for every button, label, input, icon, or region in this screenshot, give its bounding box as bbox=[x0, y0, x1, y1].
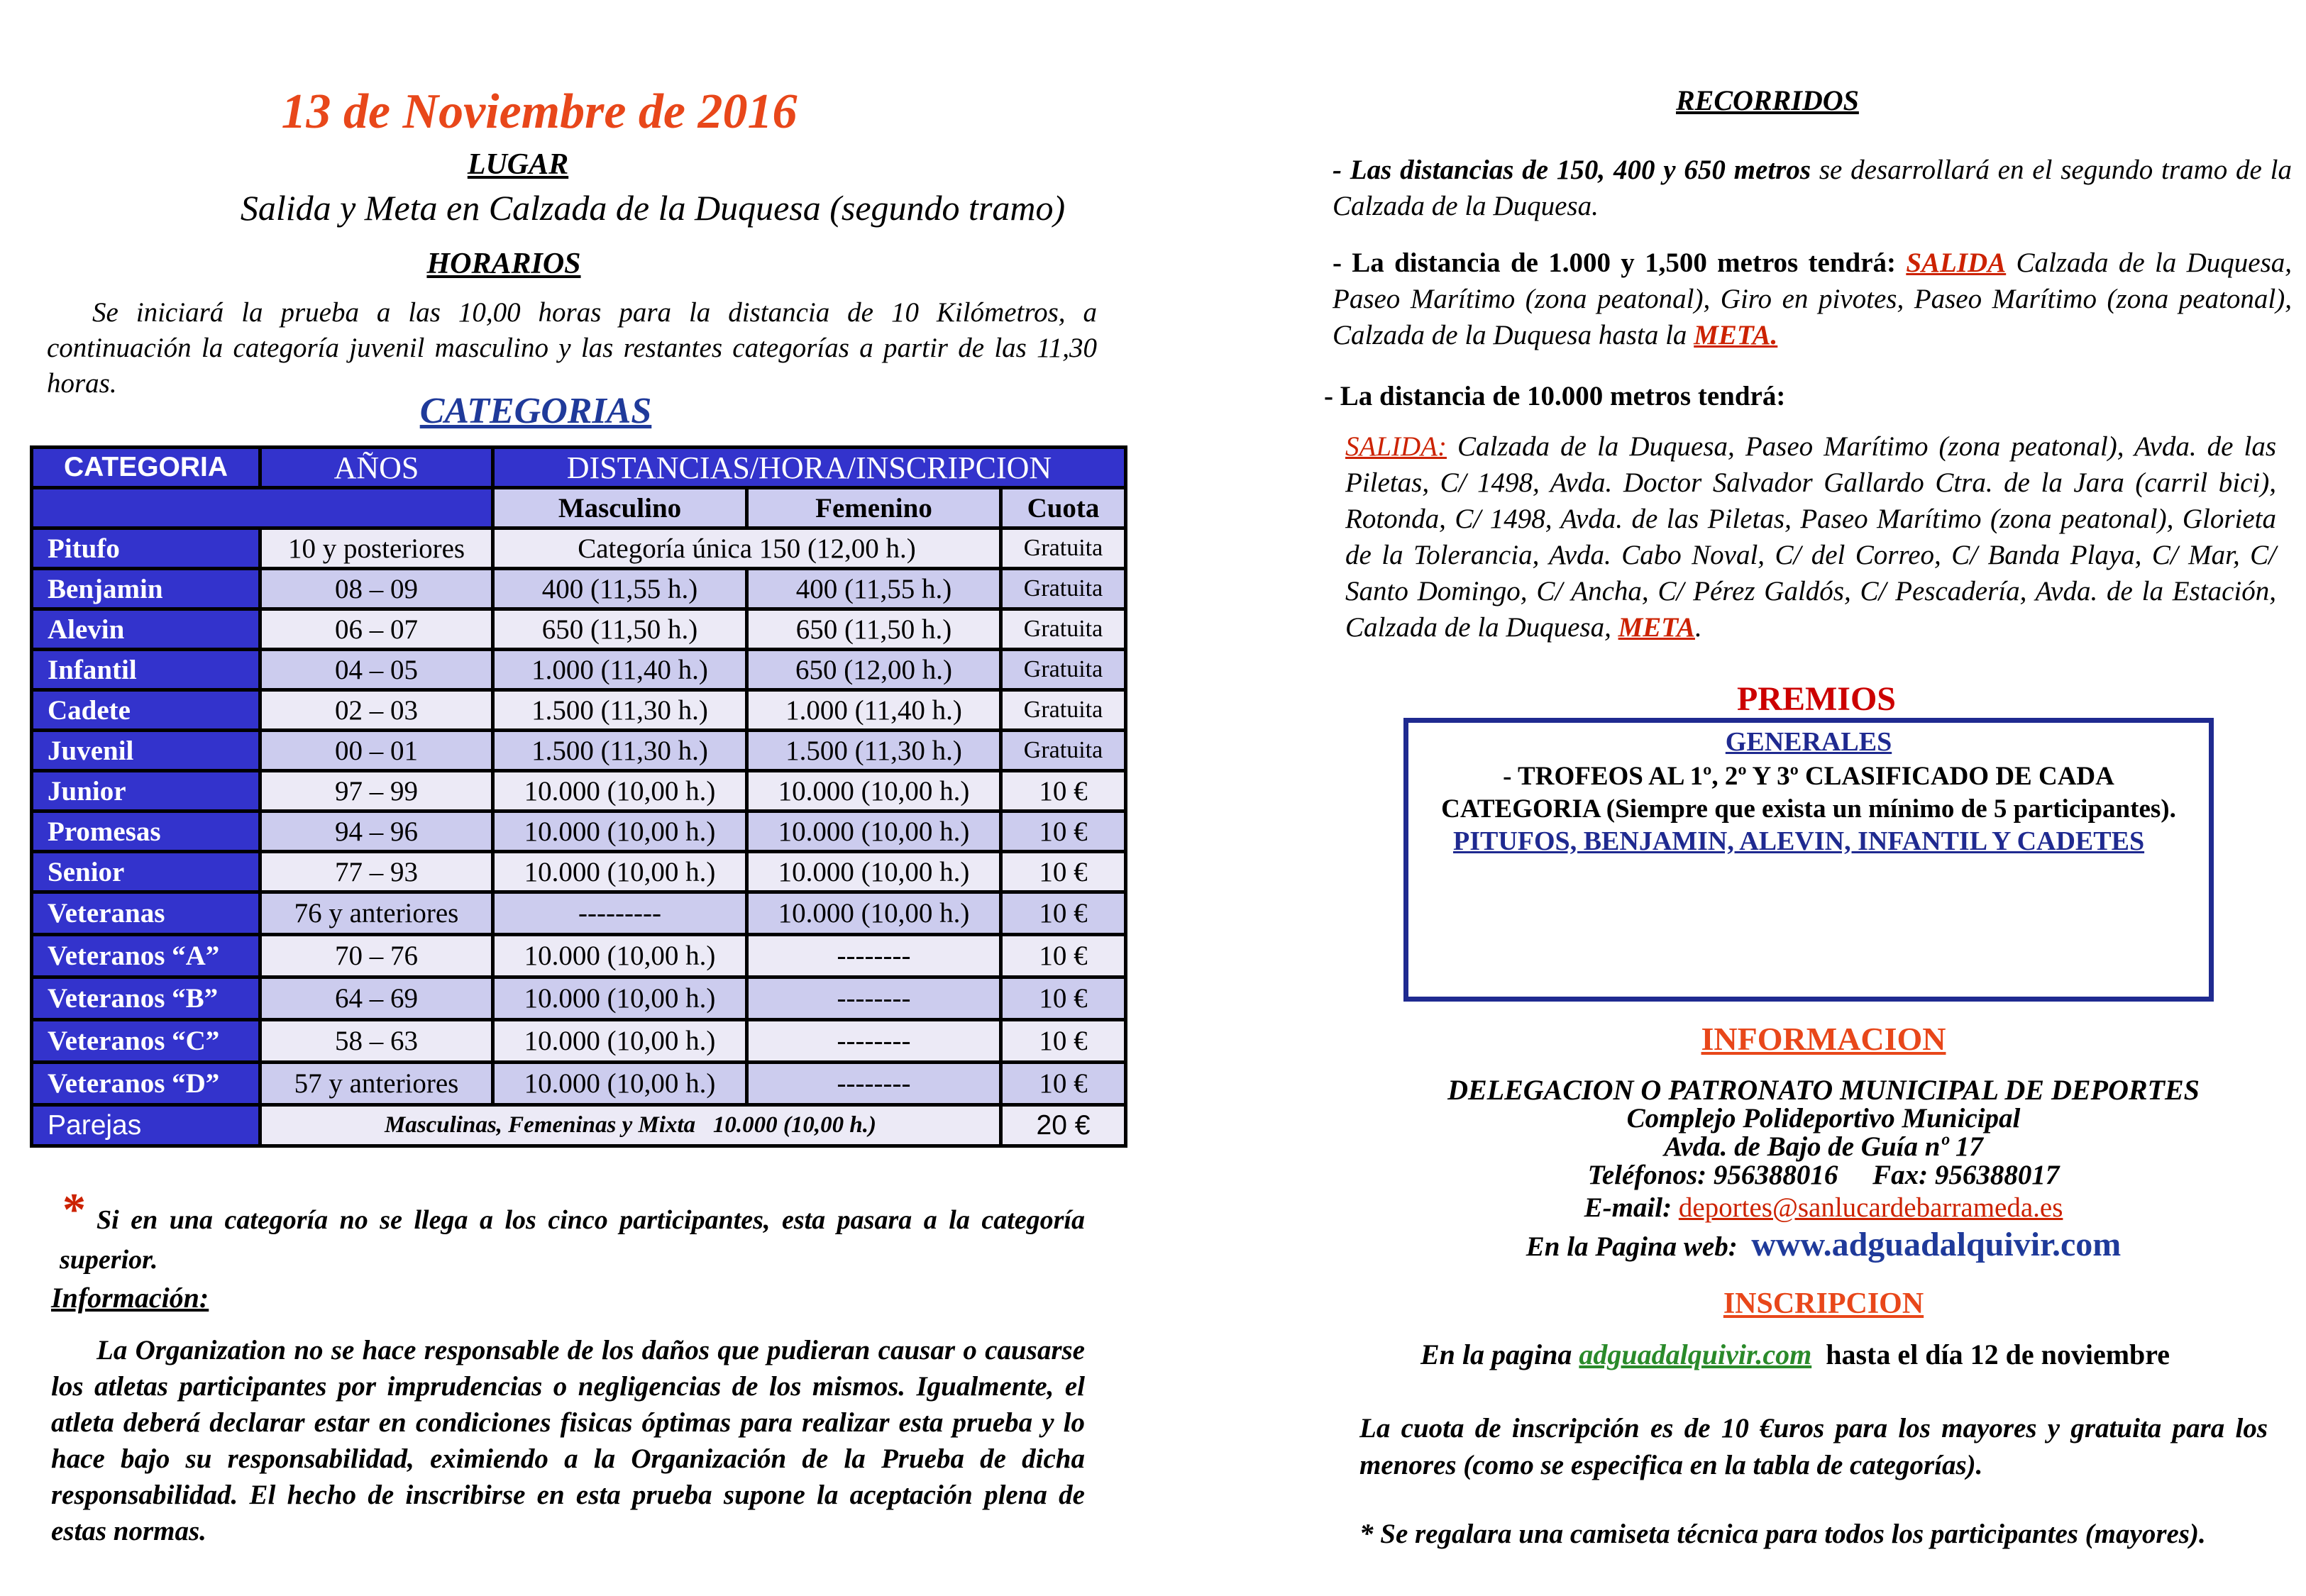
row-anos: 70 – 76 bbox=[260, 935, 493, 977]
categorias-heading: CATEGORIAS bbox=[419, 391, 652, 431]
note-asterisk: * bbox=[62, 1184, 86, 1236]
table-row bbox=[32, 771, 1126, 811]
meta-label: META bbox=[1618, 612, 1695, 643]
row-category: Senior bbox=[32, 852, 260, 892]
row-masculino: 1.000 (11,40 h.) bbox=[493, 650, 747, 690]
row-category: Veteranos “A” bbox=[32, 935, 260, 977]
email-link[interactable]: deportes@sanlucardebarrameda.es bbox=[1678, 1192, 2063, 1223]
row-masculino: 650 (11,50 h.) bbox=[493, 609, 747, 650]
row-cuota: Gratuita bbox=[1001, 731, 1126, 771]
camiseta-text: * Se regalara una camiseta técnica para todos los participantes (mayores). bbox=[1359, 1519, 2206, 1549]
table-row bbox=[32, 977, 1126, 1020]
row-masculino: 400 (11,55 h.) bbox=[493, 569, 747, 609]
row-anos: 64 – 69 bbox=[260, 977, 493, 1020]
row-masculino: 10.000 (10,00 h.) bbox=[493, 852, 747, 892]
row-anos: 04 – 05 bbox=[260, 650, 493, 690]
salida-label: SALIDA: bbox=[1345, 431, 1447, 462]
meta-label: META. bbox=[1694, 320, 1778, 350]
row-cuota: 10 € bbox=[1001, 852, 1126, 892]
row-cuota: 20 € bbox=[1001, 1105, 1126, 1146]
row-femenino: 10.000 (10,00 h.) bbox=[747, 811, 1001, 852]
generales-heading: GENERALES bbox=[1725, 727, 1892, 757]
informacion-text: La Organization no se hace responsable de los daños que pudieran causar o causarse los atletas participantes por imprudencias o negligencias de los mismos. Igualmente, el atleta deberá declarar estar en condiciones fisicas óptimas para realizar esta prueba y lo hace bajo su responsabilidad, eximiendo a la Organización de la Prueba de dicha responsabilidad. El hecho de inscribirse en esta prueba supone la aceptación plena de estas normas. bbox=[51, 1335, 1085, 1546]
contact-email-line bbox=[1384, 1193, 2263, 1223]
contact-phones: Teléfonos: 956388016 Fax: 956388017 bbox=[1587, 1160, 2060, 1190]
row-masculino: 10.000 (10,00 h.) bbox=[493, 977, 747, 1020]
inscripcion-line bbox=[1420, 1338, 2170, 1371]
row-parejas-text: Masculinas, Femeninas y Mixta 10.000 (10,00 h.) bbox=[260, 1105, 1001, 1146]
recorrido-medium-bold: - La distancia de 1.000 y 1,500 metros tendrá: bbox=[1333, 248, 1896, 278]
table-header-row bbox=[32, 448, 1126, 488]
row-cuota: Gratuita bbox=[1001, 650, 1126, 690]
header-anos: AÑOS bbox=[260, 448, 493, 488]
lugar-heading: LUGAR bbox=[467, 148, 569, 181]
row-femenino: 10.000 (10,00 h.) bbox=[747, 892, 1001, 935]
row-femenino: -------- bbox=[747, 1020, 1001, 1063]
row-anos: 76 y anteriores bbox=[260, 892, 493, 935]
recorrido-short bbox=[1333, 152, 2292, 224]
contact-web-line bbox=[1384, 1226, 2263, 1263]
contact-complex: Complejo Polideportivo Municipal bbox=[1626, 1103, 2021, 1134]
row-category: Alevin bbox=[32, 609, 260, 650]
row-femenino: -------- bbox=[747, 977, 1001, 1020]
inscripcion-site-link[interactable]: adguadalquivir.com bbox=[1579, 1339, 1812, 1370]
row-anos: 77 – 93 bbox=[260, 852, 493, 892]
row-category: Veteranos “B” bbox=[32, 977, 260, 1020]
row-femenino: 1.500 (11,30 h.) bbox=[747, 731, 1001, 771]
row-anos: 10 y posteriores bbox=[260, 528, 493, 569]
table-row bbox=[32, 609, 1126, 650]
row-masculino: 1.500 (11,30 h.) bbox=[493, 690, 747, 731]
row-femenino: -------- bbox=[747, 1063, 1001, 1105]
trofeos-text bbox=[1403, 760, 2214, 826]
event-date: 13 de Noviembre de 2016 bbox=[281, 84, 798, 139]
horarios-text: Se iniciará la prueba a las 10,00 horas para la distancia de 10 Kilómetros, a continuación la categoría juvenil masculino y las restantes categorías a partir de las 11,30 horas. bbox=[47, 297, 1097, 399]
row-category: Veteranos “C” bbox=[32, 1020, 260, 1063]
recorrido-long-heading: - La distancia de 10.000 metros tendrá: bbox=[1324, 381, 1786, 411]
row-masculino: 1.500 (11,30 h.) bbox=[493, 731, 747, 771]
row-femenino: 650 (11,50 h.) bbox=[747, 609, 1001, 650]
lugar-text: Salida y Meta en Calzada de la Duquesa (segundo tramo) bbox=[240, 188, 1066, 228]
table-row bbox=[32, 852, 1126, 892]
row-anos: 58 – 63 bbox=[260, 1020, 493, 1063]
row-cuota: 10 € bbox=[1001, 771, 1126, 811]
row-category: Cadete bbox=[32, 690, 260, 731]
trofeos-line-2: CATEGORIA (Siempre que exista un mínimo de 5 participantes). bbox=[1441, 794, 2176, 824]
pitufos-line: PITUFOS, BENJAMIN, ALEVIN, INFANTIL Y CADETES bbox=[1453, 826, 2145, 856]
informacion-heading-right: INFORMACION bbox=[1701, 1021, 1946, 1057]
table-row bbox=[32, 1020, 1126, 1063]
table-row bbox=[32, 1063, 1126, 1105]
table-row bbox=[32, 892, 1126, 935]
table-row bbox=[32, 528, 1126, 569]
row-masculino: --------- bbox=[493, 892, 747, 935]
row-masculino: 10.000 (10,00 h.) bbox=[493, 771, 747, 811]
row-anos: 57 y anteriores bbox=[260, 1063, 493, 1105]
row-cuota: 10 € bbox=[1001, 892, 1126, 935]
inscripcion-post: hasta el día 12 de noviembre bbox=[1826, 1339, 2170, 1370]
row-cuota: 10 € bbox=[1001, 935, 1126, 977]
header-distancias: DISTANCIAS/HORA/INSCRIPCION bbox=[493, 448, 1126, 488]
subheader-cuota: Cuota bbox=[1001, 488, 1126, 528]
row-anos: 06 – 07 bbox=[260, 609, 493, 650]
row-cuota: Gratuita bbox=[1001, 569, 1126, 609]
row-anos: 97 – 99 bbox=[260, 771, 493, 811]
row-femenino: 10.000 (10,00 h.) bbox=[747, 852, 1001, 892]
recorrido-long-end: . bbox=[1694, 612, 1702, 643]
trofeos-line-1: - TROFEOS AL 1º, 2º Y 3º CLASIFICADO DE CADA bbox=[1503, 762, 2114, 791]
row-anos: 08 – 09 bbox=[260, 569, 493, 609]
row-cuota: 10 € bbox=[1001, 811, 1126, 852]
table-row bbox=[32, 935, 1126, 977]
table-subheader-row bbox=[32, 488, 1126, 528]
row-combined: Categoría única 150 (12,00 h.) bbox=[493, 528, 1001, 569]
row-category: Veteranas bbox=[32, 892, 260, 935]
email-label: E-mail: bbox=[1584, 1192, 1672, 1223]
recorrido-long bbox=[1345, 428, 2276, 645]
row-category: Veteranos “D” bbox=[32, 1063, 260, 1105]
header-categoria: CATEGORIA bbox=[32, 448, 260, 488]
web-link[interactable]: www.adguadalquivir.com bbox=[1751, 1226, 2122, 1263]
recorridos-heading: RECORRIDOS bbox=[1676, 84, 1859, 116]
cuota-text: La cuota de inscripción es de 10 €uros para los mayores y gratuita para los menores (como se especifica en la tabla de categorías). bbox=[1359, 1413, 2268, 1480]
salida-label: SALIDA bbox=[1906, 248, 2007, 278]
row-cuota: Gratuita bbox=[1001, 690, 1126, 731]
row-masculino: 10.000 (10,00 h.) bbox=[493, 811, 747, 852]
subheader-masculino: Masculino bbox=[493, 488, 747, 528]
row-category: Benjamin bbox=[32, 569, 260, 609]
table-row-parejas bbox=[32, 1105, 1126, 1146]
row-category: Infantil bbox=[32, 650, 260, 690]
row-cuota: 10 € bbox=[1001, 1063, 1126, 1105]
premios-heading: PREMIOS bbox=[1736, 680, 1896, 718]
contact-org: DELEGACION O PATRONATO MUNICIPAL DE DEPORTES bbox=[1447, 1074, 2200, 1106]
table-row bbox=[32, 731, 1126, 771]
row-masculino: 10.000 (10,00 h.) bbox=[493, 1063, 747, 1105]
table-row bbox=[32, 811, 1126, 852]
row-cuota: 10 € bbox=[1001, 1020, 1126, 1063]
inscripcion-pre: En la pagina bbox=[1420, 1339, 1572, 1370]
horarios-heading: HORARIOS bbox=[426, 248, 581, 280]
contact-address: Avda. de Bajo de Guía nº 17 bbox=[1664, 1131, 1983, 1162]
row-masculino: 10.000 (10,00 h.) bbox=[493, 935, 747, 977]
table-row bbox=[32, 650, 1126, 690]
recorrido-medium-rest: Calzada de la Duquesa, Paseo Marítimo (zona peatonal), Giro en pivotes, Paseo Marítimo (zona peatonal), Calzada de la Duquesa hasta la bbox=[1333, 248, 2292, 350]
inscripcion-heading: INSCRIPCION bbox=[1723, 1287, 1924, 1320]
row-masculino: 10.000 (10,00 h.) bbox=[493, 1020, 747, 1063]
row-femenino: 10.000 (10,00 h.) bbox=[747, 771, 1001, 811]
row-category: Parejas bbox=[32, 1105, 260, 1146]
row-cuota: Gratuita bbox=[1001, 609, 1126, 650]
informacion-heading: Información: bbox=[51, 1282, 209, 1314]
row-anos: 94 – 96 bbox=[260, 811, 493, 852]
categories-table bbox=[30, 445, 1127, 1148]
note-text: Si en una categoría no se llega a los cinco participantes, esta pasara a la categoría superior. bbox=[60, 1205, 1085, 1275]
table-row bbox=[32, 690, 1126, 731]
subheader-femenino: Femenino bbox=[747, 488, 1001, 528]
row-femenino: 400 (11,55 h.) bbox=[747, 569, 1001, 609]
recorrido-short-bold: - Las distancias de 150, 400 y 650 metros bbox=[1333, 155, 1811, 185]
row-anos: 02 – 03 bbox=[260, 690, 493, 731]
recorrido-medium bbox=[1333, 245, 2292, 353]
recorrido-short-rest: se desarrollará en el segundo tramo de la Calzada de la Duquesa. bbox=[1333, 155, 2292, 221]
subheader-blank bbox=[32, 488, 493, 528]
row-femenino: 1.000 (11,40 h.) bbox=[747, 690, 1001, 731]
row-category: Juvenil bbox=[32, 731, 260, 771]
table-row bbox=[32, 569, 1126, 609]
row-cuota: Gratuita bbox=[1001, 528, 1126, 569]
row-anos: 00 – 01 bbox=[260, 731, 493, 771]
row-category: Promesas bbox=[32, 811, 260, 852]
row-cuota: 10 € bbox=[1001, 977, 1126, 1020]
row-category: Junior bbox=[32, 771, 260, 811]
row-category: Pitufo bbox=[32, 528, 260, 569]
recorrido-long-rest: Calzada de la Duquesa, Paseo Marítimo (zona peatonal), Avda. de las Piletas, C/ 1498, Avda. Doctor Salvador Gallardo Ctra. de la Jara (carril bici), Rotonda, C/ 1498, Avda. de las Piletas, Paseo Marítimo (zona peatonal), Glorieta de la Tolerancia, Avda. Cabo Noval, C/ del Correo, C/ Banda Playa, C/ Mar, C/ Santo Domingo, C/ Ancha, C/ Pérez Galdós, C/ Pescadería, Avda. de la Estación, Calzada de la Duquesa, bbox=[1345, 431, 2276, 643]
web-label: En la Pagina web: bbox=[1526, 1231, 1738, 1262]
row-femenino: -------- bbox=[747, 935, 1001, 977]
row-femenino: 650 (12,00 h.) bbox=[747, 650, 1001, 690]
